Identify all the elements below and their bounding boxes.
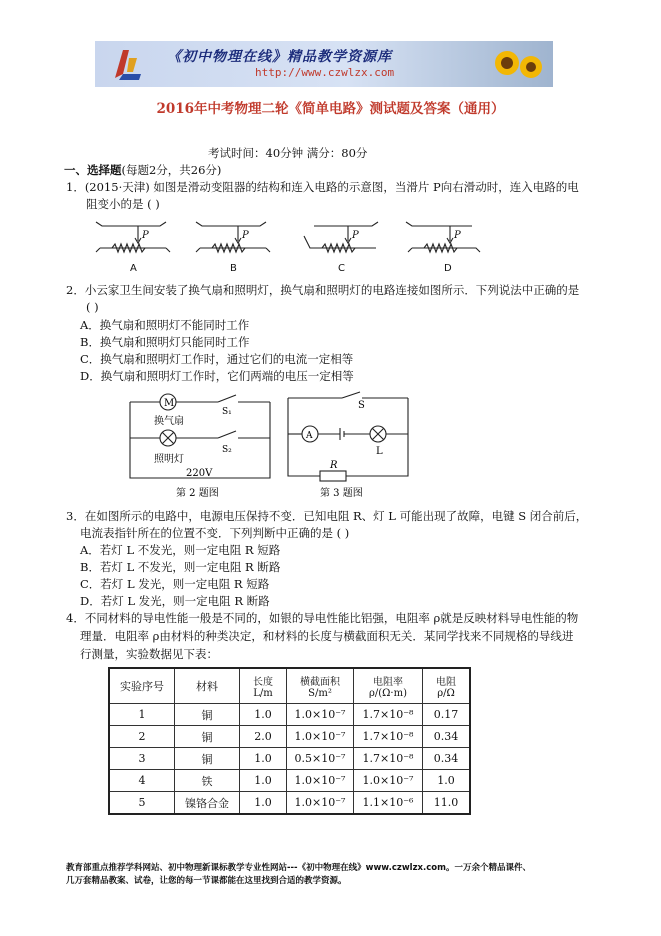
table-header: 长度 L/m bbox=[240, 668, 287, 704]
table-row bbox=[109, 792, 470, 815]
table-cell: 1.0×10⁻⁷ bbox=[354, 770, 423, 792]
s-label: S bbox=[358, 400, 365, 411]
fan-label: 换气扇 bbox=[154, 416, 184, 427]
table-cell: 3 bbox=[109, 748, 175, 770]
q3-option-d: D．若灯 L 发光，则一定电阻 R 断路 bbox=[80, 594, 270, 608]
table-header: 实验序号 bbox=[109, 668, 175, 704]
q2-option-a: A．换气扇和照明灯不能同时工作 bbox=[80, 318, 250, 332]
table-cell: 1.1×10⁻⁶ bbox=[354, 792, 423, 815]
table-row bbox=[109, 726, 470, 748]
page-footer bbox=[66, 862, 626, 888]
s2-label: S₂ bbox=[222, 445, 232, 455]
q3-option-a: A．若灯 L 不发光，则一定电阻 R 短路 bbox=[80, 543, 281, 557]
q1-stem-line1: 1．(2015·天津) 如图是滑动变阻器的结构和连入电路的示意图，当滑片 P向右滑动时，连入电路的电 bbox=[66, 180, 579, 194]
ammeter-label: A bbox=[306, 431, 313, 441]
table-cell: 0.5×10⁻⁷ bbox=[287, 748, 354, 770]
q3-option-c: C．若灯 L 发光，则一定电阻 R 短路 bbox=[80, 577, 270, 591]
table-cell: 1.0 bbox=[240, 770, 287, 792]
q2-stem-line2: ( ) bbox=[86, 300, 99, 314]
section-title: 一、选择题 bbox=[64, 163, 122, 177]
motor-label: M bbox=[164, 398, 175, 409]
q3-circuit-figure bbox=[284, 390, 414, 500]
q4-stem-line3: 行测量，实验数据见下表： bbox=[80, 647, 218, 661]
table-cell: 1.0 bbox=[240, 792, 287, 815]
q2-option-d: D．换气扇和照明灯工作时，它们两端的电压一定相等 bbox=[80, 369, 354, 383]
voltage-label: 220V bbox=[186, 468, 213, 479]
fig2-caption: 第 2 题图 bbox=[176, 488, 219, 499]
table-cell: 1.7×10⁻⁸ bbox=[354, 704, 423, 726]
table-cell: 1.0×10⁻⁷ bbox=[287, 726, 354, 748]
table-cell: 1.0 bbox=[423, 770, 471, 792]
table-cell: 1.0 bbox=[240, 748, 287, 770]
section-heading bbox=[64, 162, 221, 178]
banner-title: 《初中物理在线》精品教学资源库 bbox=[167, 49, 392, 65]
banner-url[interactable]: http://www.czwlzx.com bbox=[255, 66, 395, 79]
table-header-row bbox=[109, 668, 470, 704]
q1-rheostat-figures bbox=[92, 214, 492, 276]
table-cell: 1.0×10⁻⁷ bbox=[287, 704, 354, 726]
q3-stem-line2: 电流表指针所在的位置不变．下列判断中正确的是 ( ) bbox=[80, 526, 350, 540]
document-title: 2016年中考物理二轮《简单电路》测试题及答案（通用） bbox=[156, 101, 505, 117]
table-cell: 4 bbox=[109, 770, 175, 792]
footer-line2: 几万套精品教案、试卷，让您的每一节课都能在这里找到合适的教学资源。 bbox=[66, 876, 347, 886]
q1-option-label-d: D bbox=[444, 263, 452, 274]
header-banner bbox=[95, 41, 553, 87]
q2-option-c: C．换气扇和照明灯工作时，通过它们的电流一定相等 bbox=[80, 352, 354, 366]
exam-meta: 考试时间：40分钟 满分：80分 bbox=[208, 146, 368, 160]
table-cell: 铜 bbox=[175, 704, 240, 726]
table-row bbox=[109, 748, 470, 770]
q1-slider-label-a: P bbox=[142, 230, 149, 241]
q2-option-b: B．换气扇和照明灯只能同时工作 bbox=[80, 335, 250, 349]
table-cell: 0.34 bbox=[423, 726, 471, 748]
table-cell: 1.0×10⁻⁷ bbox=[287, 770, 354, 792]
s1-label: S₁ bbox=[222, 407, 232, 417]
fig3-caption: 第 3 题图 bbox=[320, 488, 363, 499]
q1-slider-label-d: P bbox=[454, 230, 461, 241]
q4-stem-line2: 理量．电阻率 ρ由材料的种类决定，和材料的长度与横截面积无关．某同学找来不同规格的导线进 bbox=[80, 629, 574, 643]
q4-data-table bbox=[108, 667, 471, 815]
table-cell: 1.0×10⁻⁷ bbox=[287, 792, 354, 815]
footer-line1: 教育部重点推荐学科网站、初中物理新课标教学专业性网站---《初中物理在线》www.czwlzx.com。一万余个精品课件、 bbox=[66, 863, 531, 873]
q1-option-label-c: C bbox=[338, 263, 345, 274]
q4-stem-line1: 4．不同材料的导电性能一般是不同的，如银的导电性能比铝强，电阻率 ρ就是反映材料导电性能的物 bbox=[66, 611, 579, 625]
table-header: 横截面积 S/m² bbox=[287, 668, 354, 704]
table-cell: 铜 bbox=[175, 748, 240, 770]
q1-slider-label-c: P bbox=[352, 230, 359, 241]
q1-option-label-a: A bbox=[130, 263, 137, 274]
table-cell: 1.0 bbox=[240, 704, 287, 726]
table-cell: 1 bbox=[109, 704, 175, 726]
section-note: (每题2分，共26分) bbox=[121, 163, 222, 177]
table-cell: 2.0 bbox=[240, 726, 287, 748]
table-row bbox=[109, 770, 470, 792]
table-cell: 2 bbox=[109, 726, 175, 748]
table-cell: 5 bbox=[109, 792, 175, 815]
table-header: 材料 bbox=[175, 668, 240, 704]
table-cell: 铜 bbox=[175, 726, 240, 748]
table-cell: 铁 bbox=[175, 770, 240, 792]
q3-option-b: B．若灯 L 不发光，则一定电阻 R 断路 bbox=[80, 560, 281, 574]
r-label: R bbox=[330, 460, 338, 471]
q3-stem-line1: 3．在如图所示的电路中，电源电压保持不变．已知电阻 R、灯 L 可能出现了故障，电键 S 闭合前后， bbox=[66, 509, 588, 523]
lamp-label: 照明灯 bbox=[154, 454, 184, 465]
q1-slider-label-b: P bbox=[242, 230, 249, 241]
q1-option-label-b: B bbox=[230, 263, 237, 274]
table-cell: 0.34 bbox=[423, 748, 471, 770]
sunflower-icon bbox=[485, 43, 545, 87]
table-header: 电阻率 ρ/(Ω·m) bbox=[354, 668, 423, 704]
l-label: L bbox=[376, 446, 383, 457]
table-cell: 镍铬合金 bbox=[175, 792, 240, 815]
table-cell: 1.7×10⁻⁸ bbox=[354, 726, 423, 748]
table-row bbox=[109, 704, 470, 726]
table-cell: 1.7×10⁻⁸ bbox=[354, 748, 423, 770]
site-logo-icon bbox=[107, 44, 147, 84]
q1-stem-line2: 阻变小的是 ( ) bbox=[86, 197, 160, 211]
table-cell: 0.17 bbox=[423, 704, 471, 726]
table-header: 电阻 ρ/Ω bbox=[423, 668, 471, 704]
table-cell: 11.0 bbox=[423, 792, 471, 815]
q2-circuit-figure bbox=[120, 390, 280, 500]
q2-stem-line1: 2．小云家卫生间安装了换气扇和照明灯，换气扇和照明灯的电路连接如图所示．下列说法中正确的是 bbox=[66, 283, 580, 297]
